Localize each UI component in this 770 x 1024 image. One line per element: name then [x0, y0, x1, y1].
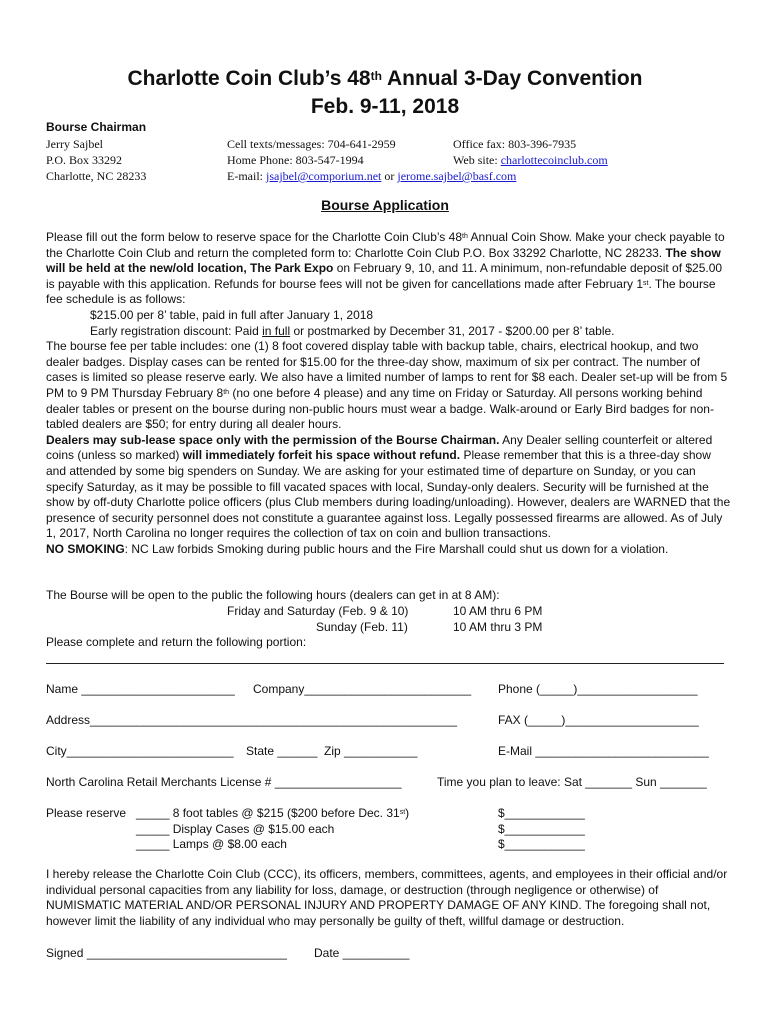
cell-phone: Cell texts/messages: 704-641-2959 — [227, 137, 396, 151]
leave-time-field[interactable]: Time you plan to leave: Sat _______ Sun _______ — [437, 775, 707, 789]
reserve-label: Please reserve — [46, 806, 127, 820]
detach-line — [46, 663, 724, 664]
website-line: Web site: charlottecoinclub.com — [453, 153, 608, 167]
application-body — [46, 230, 732, 557]
dealer-rules-paragraph: Dealers may sub-lease space only with the permission of the Bourse Chairman. Any Dealer selling counterfeit or altered coins (unless so marked) will immediately forfeit his space without refund. Please remember that this is a three-day show and attended by some big spenders on Sunday. We are asking for your estimated time of departure on Sunday, or you can specify Saturday, as it may be possible to fill vacated spaces with local, Sunday-only dealers. Security will be furnished at the show by off-duty Charlotte police officers (plus Club members during loading/unloading). However, dealers are WARNED that the presence of security personnel does not constitute a guarantee against loss. Legally possessed firearms are allowed. As of July 1, 2017, North Carolina no longer requires the collection of tax on coin and bullion transactions. — [46, 432, 731, 541]
city-field[interactable]: City_________________________ — [46, 744, 234, 758]
address-field[interactable]: Address_______________________________________________________ — [46, 713, 458, 727]
license-field[interactable]: North Carolina Retail Merchants License # ___________________ — [46, 775, 402, 789]
chairman-address — [46, 136, 146, 184]
reserve-tables-field[interactable]: _____ 8 foot tables @ $215 ($200 before Dec. 31st) — [136, 806, 410, 820]
reserve-lamps-field[interactable]: _____ Lamps @ $8.00 each — [136, 837, 287, 851]
chairman-po-box: P.O. Box 33292 — [46, 153, 123, 167]
website-link[interactable]: charlottecoinclub.com — [500, 153, 608, 167]
hours-day-fri-sat: Friday and Saturday (Feb. 9 & 10) — [227, 604, 409, 618]
phone-field[interactable]: Phone (_____)__________________ — [498, 682, 698, 696]
office-fax: Office fax: 803-396-7935 — [453, 137, 577, 151]
complete-instruction: Please complete and return the following portion: — [46, 635, 307, 649]
convention-title: Charlotte Coin Club’s 48th Annual 3-Day Convention — [127, 67, 643, 90]
zip-field[interactable]: Zip ___________ — [324, 744, 418, 758]
company-field[interactable]: Company_________________________ — [253, 682, 472, 696]
intro-paragraph: Please fill out the form below to reserve space for the Charlotte Coin Club’s 48th Annual Coin Show. Make your check payable to the Charlotte Coin Club and return the completed form to: Charlotte Coin Club P.O. Box 33292 Charlotte, NC 28233. The show will be held at the new/old location, The Park Expo on February 9, 10, and 11. A minimum, non-refundable deposit of $25.00 is payable with this application. Refunds for bourse fees will not be given for cancellations made after February 1st. The bourse fee schedule is as follows: — [46, 230, 725, 307]
chairman-name: Jerry Sajbel — [46, 137, 103, 151]
email-line: E-mail: jsajbel@comporium.net or jerome.sajbel@basf.com — [227, 169, 517, 183]
bourse-chairman-heading: Bourse Chairman — [46, 120, 147, 134]
home-phone: Home Phone: 803-547-1994 — [227, 153, 364, 167]
chairman-fax-web — [453, 136, 608, 168]
liability-release — [46, 867, 732, 929]
fee-line-early: Early registration discount: Paid in full or postmarked by December 31, 2017 - $200.00 per 8’ table. — [90, 323, 615, 338]
reserve-cases-field[interactable]: _____ Display Cases @ $15.00 each — [136, 822, 335, 836]
amount-cases-field[interactable]: $____________ — [498, 822, 585, 836]
hours-intro: The Bourse will be open to the public the following hours (dealers can get in at 8 AM): — [46, 588, 500, 602]
date-field[interactable]: Date __________ — [314, 946, 410, 960]
email-field[interactable]: E-Mail __________________________ — [498, 744, 709, 758]
hours-time-fri-sat: 10 AM thru 6 PM — [453, 604, 543, 618]
fee-line-standard: $215.00 per 8’ table, paid in full after January 1, 2018 — [90, 307, 374, 322]
release-text: I hereby release the Charlotte Coin Club (CCC), its officers, members, committees, agents, and employees in their official and/or individual personal capacities from any liability for loss, damage, or destruction (through negligence or otherwise) of NUMISMATIC MATERIAL AND/OR PERSONAL INJURY AND PROPERTY DAMAGE OF ANY KIND. The foregoing shall not, however limit the liability of any individual who may personally be guilty of theft, willful damage or destruction. — [46, 867, 728, 928]
convention-dates: Feb. 9-11, 2018 — [310, 95, 460, 118]
state-field[interactable]: State ______ — [246, 744, 318, 758]
chairman-city: Charlotte, NC 28233 — [46, 169, 147, 183]
section-title: Bourse Application — [321, 197, 449, 213]
email-link-basf[interactable]: jerome.sajbel@basf.com — [397, 169, 517, 183]
no-smoking-paragraph: NO SMOKING: NC Law forbids Smoking during public hours and the Fire Marshall could shut us down for a violation. — [46, 541, 669, 556]
amount-tables-field[interactable]: $____________ — [498, 806, 585, 820]
fax-field[interactable]: FAX (_____)____________________ — [498, 713, 699, 727]
signature-field[interactable]: Signed ______________________________ — [46, 946, 287, 960]
name-field[interactable]: Name _______________________ — [46, 682, 235, 696]
email-link-comporium[interactable]: jsajbel@comporium.net — [266, 169, 382, 183]
amount-lamps-field[interactable]: $____________ — [498, 837, 585, 851]
hours-time-sun: 10 AM thru 3 PM — [453, 620, 543, 634]
hours-day-sun: Sunday (Feb. 11) — [316, 620, 408, 634]
table-includes-paragraph: The bourse fee per table includes: one (1) 8 foot covered display table with backup table, chairs, electrical hookup, and two dealer badges. Display cases can be rented for $15.00 for the three-day show, maximum of six per contract. The number of cases is limited so please reserve early. We also have a limited number of lamps to rent for $8 each. Dealer set-up will be from 5 PM to 9 PM Thursday February 8th (no one before 4 please) and any time on Friday or Saturday. All persons working behind dealer tables or present on the bourse during non-public hours must wear a badge. Walk-around or Early Bird badges for non-tabled dealers are $50; for entry during all dealer hours. — [46, 339, 728, 432]
